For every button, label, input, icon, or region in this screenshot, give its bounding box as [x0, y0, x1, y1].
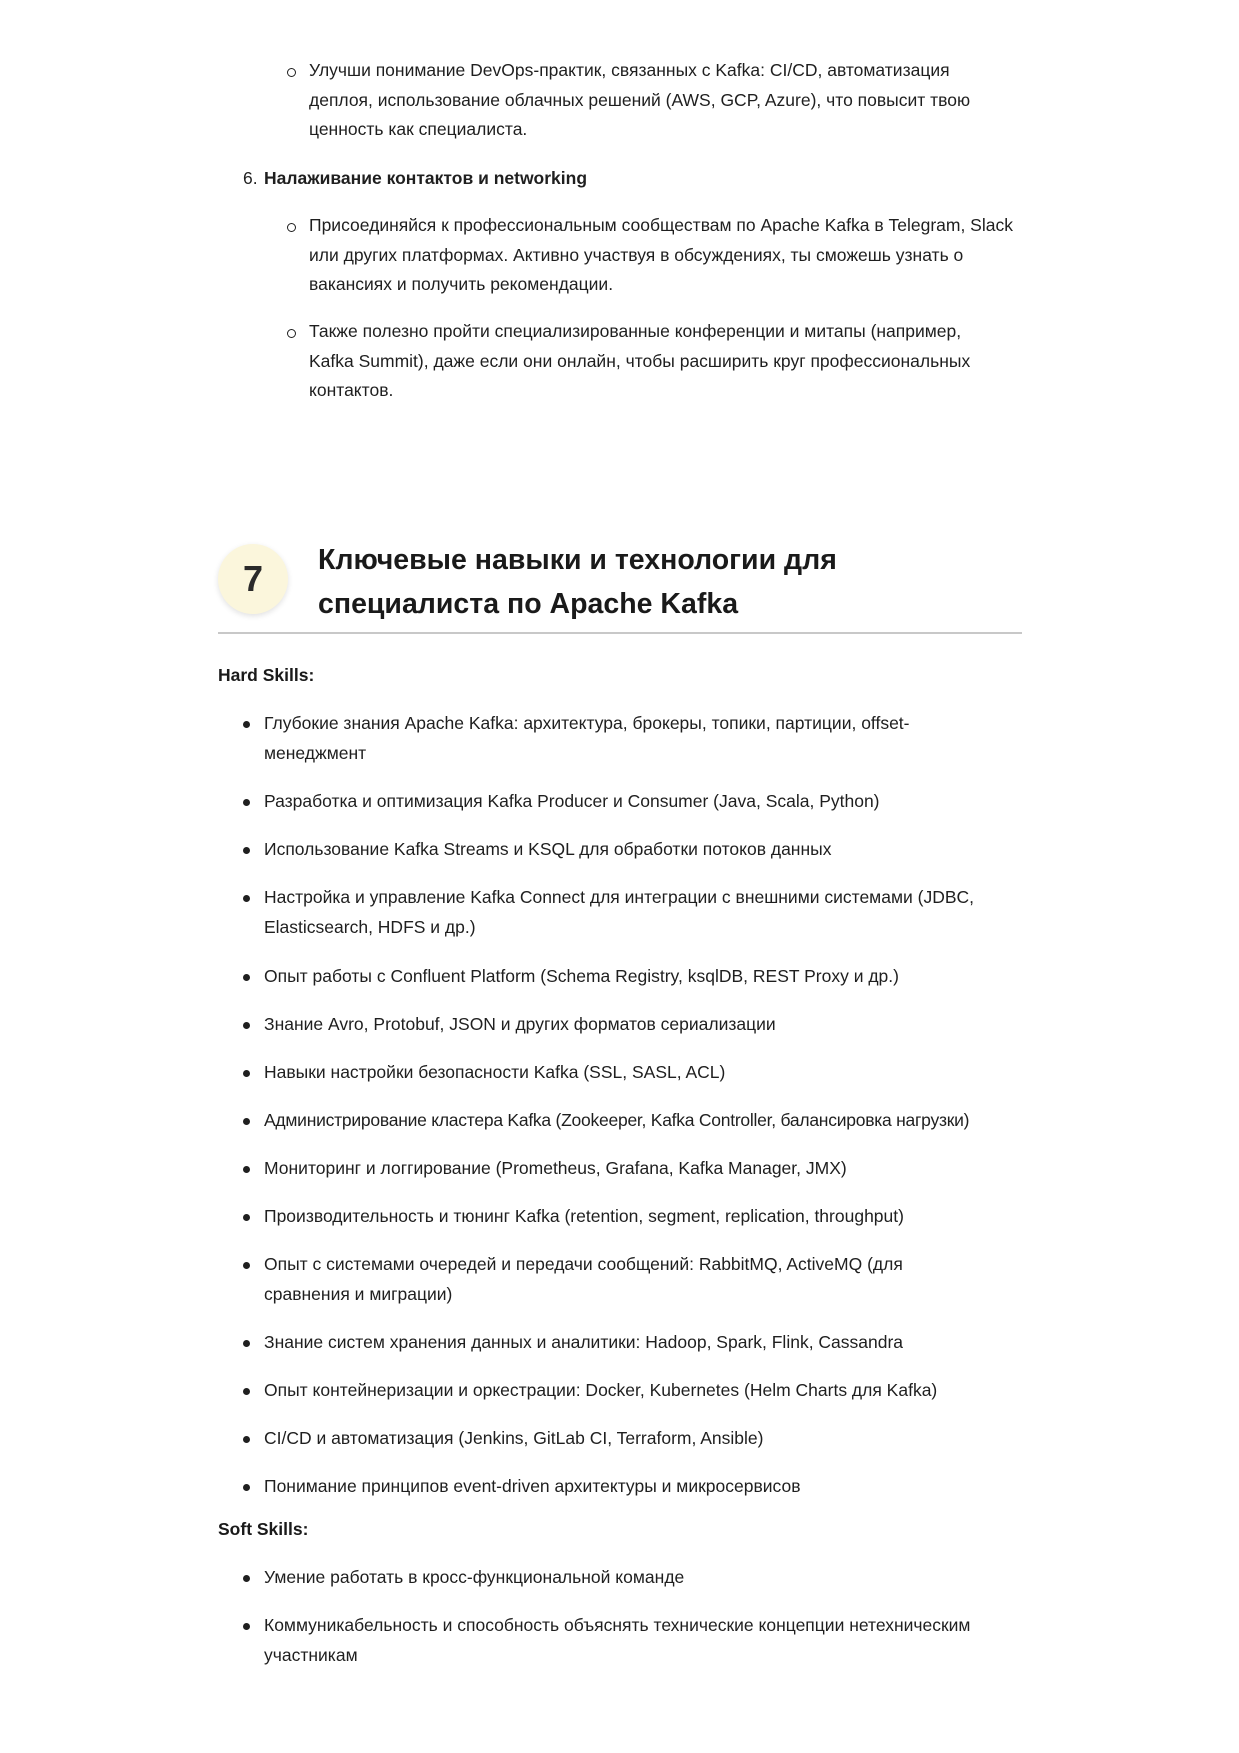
- list-item-text: Производительность и тюнинг Kafka (retention, segment, replication, throughput): [264, 1206, 904, 1226]
- list-item-text: Мониторинг и логгирование (Prometheus, Grafana, Kafka Manager, JMX): [264, 1158, 847, 1178]
- list-item-text: Понимание принципов event-driven архитектуры и микросервисов: [264, 1476, 801, 1496]
- disc-bullet: [243, 847, 250, 854]
- list-item-text: Умение работать в кросс-функциональной команде: [264, 1567, 685, 1587]
- disc-bullet: [243, 895, 250, 902]
- subitem-text: Также полезно пройти специализированные конференции и митапы (например, Kafka Summit), даже если они онлайн, чтобы расширить круг профессиональных контактов.: [309, 321, 971, 400]
- circle-bullet: [287, 223, 296, 232]
- list-item-text: Опыт с системами очередей и передачи сообщений: RabbitMQ, ActiveMQ (для сравнения и миграции): [264, 1254, 903, 1304]
- list-item-text: Коммуникабельность и способность объяснять технические концепции нетехническим участникам: [264, 1615, 971, 1665]
- disc-bullet: [243, 1214, 250, 1221]
- circle-bullet: [287, 68, 296, 77]
- list-item-text: Разработка и оптимизация Kafka Producer и Consumer (Java, Scala, Python): [264, 791, 880, 811]
- list-item-text: CI/CD и автоматизация (Jenkins, GitLab CI, Terraform, Ansible): [264, 1428, 764, 1448]
- disc-bullet: [243, 1436, 250, 1443]
- disc-bullet: [243, 1340, 250, 1347]
- disc-bullet: [243, 1262, 250, 1269]
- subitem-text: Улучши понимание DevOps-практик, связанных с Kafka: CI/CD, автоматизация деплоя, использование облачных решений (AWS, GCP, Azure), что повысит твою ценность как специалиста.: [309, 60, 971, 139]
- disc-bullet: [243, 721, 250, 728]
- disc-bullet: [243, 1484, 250, 1491]
- soft-skills-heading: Soft Skills:: [218, 1519, 309, 1539]
- disc-bullet: [243, 974, 250, 981]
- section-header: [218, 528, 1022, 634]
- disc-bullet: [243, 1623, 250, 1630]
- list-item-text: Настройка и управление Kafka Connect для интеграции с внешними системами (JDBC, Elasticsearch, HDFS и др.): [264, 887, 975, 937]
- disc-bullet: [243, 1070, 250, 1077]
- list-item-text: Глубокие знания Apache Kafka: архитектура, брокеры, топики, партиции, offset-менеджмент: [264, 713, 910, 763]
- section-number-badge: 7: [218, 544, 288, 614]
- disc-bullet: [243, 1166, 250, 1173]
- hard-skills-heading: Hard Skills:: [218, 665, 315, 685]
- disc-bullet: [243, 1388, 250, 1395]
- disc-bullet: [243, 799, 250, 806]
- list-item-text: Администрирование кластера Kafka (Zookeeper, Kafka Controller, балансировка нагрузки): [264, 1110, 970, 1130]
- list-item-text: Использование Kafka Streams и KSQL для обработки потоков данных: [264, 839, 832, 859]
- section-title: Ключевые навыки и технологии для специалиста по Apache Kafka: [318, 544, 837, 620]
- step-title: Налаживание контактов и networking: [264, 168, 588, 188]
- step-number: 6.: [243, 168, 258, 188]
- list-item-text: Знание систем хранения данных и аналитики: Hadoop, Spark, Flink, Cassandra: [264, 1332, 904, 1352]
- list-item-text: Знание Avro, Protobuf, JSON и других форматов сериализации: [264, 1014, 776, 1034]
- disc-bullet: [243, 1575, 250, 1582]
- list-item-text: Навыки настройки безопасности Kafka (SSL, SASL, ACL): [264, 1062, 726, 1082]
- disc-bullet: [243, 1118, 250, 1125]
- disc-bullet: [243, 1022, 250, 1029]
- subitem-text: Присоединяйся к профессиональным сообществам по Apache Kafka в Telegram, Slack или других платформах. Активно участвуя в обсуждениях, ты сможешь узнать о вакансиях и получить рекомендации.: [309, 215, 1013, 294]
- list-item-text: Опыт контейнеризации и оркестрации: Docker, Kubernetes (Helm Charts для Kafka): [264, 1380, 938, 1400]
- list-item-text: Опыт работы с Confluent Platform (Schema Registry, ksqlDB, REST Proxy и др.): [264, 966, 899, 986]
- circle-bullet: [287, 329, 296, 338]
